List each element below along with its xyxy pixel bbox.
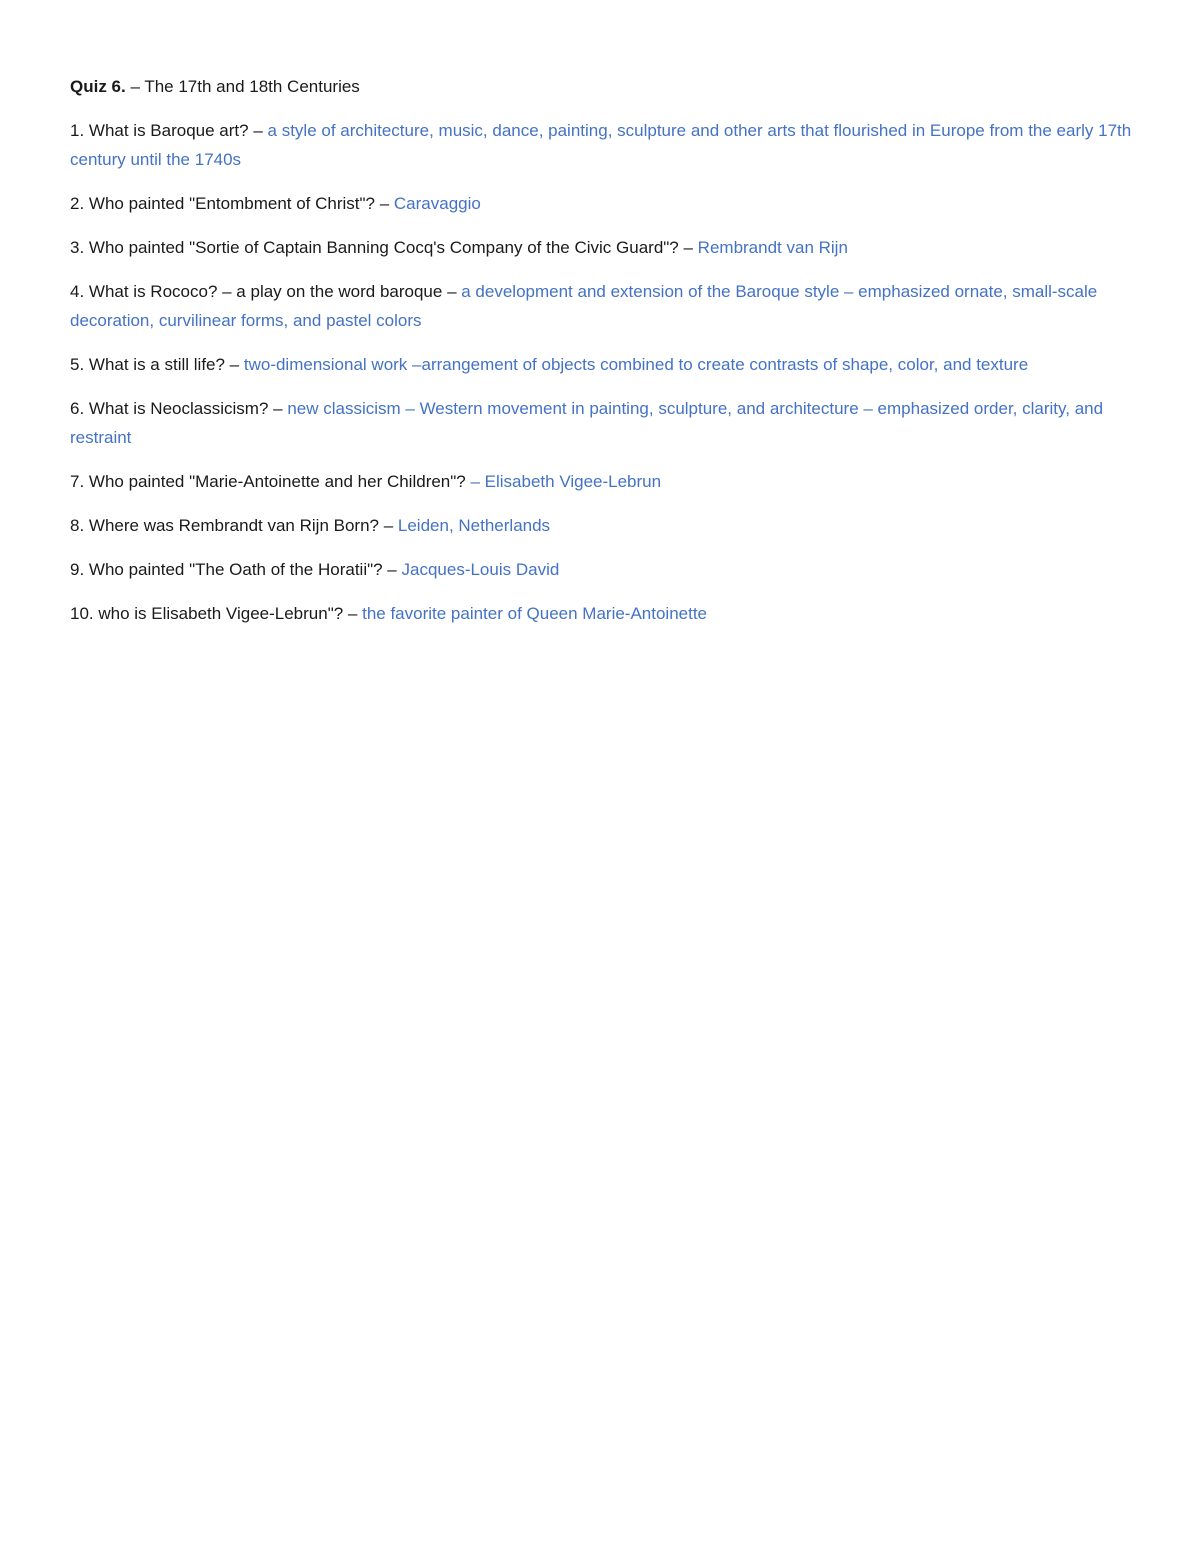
- quiz-item-8: [70, 511, 1132, 540]
- item-question: Who painted "The Oath of the Horatii"? –: [84, 560, 402, 579]
- quiz-title: [70, 72, 1132, 101]
- item-question: Who painted "Entombment of Christ"? –: [84, 194, 394, 213]
- item-number: 7.: [70, 472, 85, 491]
- item-number: 9.: [70, 560, 85, 579]
- item-question: What is Baroque art? –: [84, 121, 268, 140]
- quiz-title-text: – The 17th and 18th Centuries: [125, 77, 360, 96]
- item-question: who is Elisabeth Vigee-Lebrun"? –: [93, 604, 363, 623]
- item-answer: new classicism – Western movement in painting, sculpture, and architecture – emphasized order, clarity, and restraint: [70, 399, 1104, 447]
- quiz-title-number: Quiz 6.: [70, 77, 126, 96]
- item-answer: – Elisabeth Vigee-Lebrun: [470, 472, 662, 491]
- item-answer: Caravaggio: [393, 194, 481, 213]
- item-answer: two-dimensional work –arrangement of objects combined to create contrasts of shape, color, and texture: [243, 355, 1029, 374]
- item-question: Where was Rembrandt van Rijn Born? –: [84, 516, 398, 535]
- item-question: Who painted "Marie-Antoinette and her Children"?: [84, 472, 471, 491]
- quiz-item-2: [70, 189, 1132, 218]
- item-number: 3.: [70, 238, 85, 257]
- document-page: [70, 72, 1132, 643]
- item-number: 1.: [70, 121, 85, 140]
- quiz-item-4: [70, 277, 1132, 335]
- quiz-item-1: [70, 116, 1132, 174]
- item-answer: a development and extension of the Baroque style – emphasized ornate, small-scale decoration, curvilinear forms, and pastel colors: [70, 282, 1098, 330]
- item-answer: Leiden, Netherlands: [397, 516, 551, 535]
- quiz-item-7: [70, 467, 1132, 496]
- item-number: 4.: [70, 282, 85, 301]
- item-answer: Rembrandt van Rijn: [697, 238, 848, 257]
- quiz-item-9: [70, 555, 1132, 584]
- item-number: 5.: [70, 355, 85, 374]
- item-number: 2.: [70, 194, 85, 213]
- item-question: Who painted "Sortie of Captain Banning Cocq's Company of the Civic Guard"? –: [84, 238, 698, 257]
- item-number: 10.: [70, 604, 94, 623]
- item-question: What is Neoclassicism? –: [84, 399, 288, 418]
- quiz-item-10: [70, 599, 1132, 628]
- quiz-item-6: [70, 394, 1132, 452]
- item-answer: the favorite painter of Queen Marie-Antoinette: [362, 604, 708, 623]
- quiz-item-5: [70, 350, 1132, 379]
- item-question: What is a still life? –: [84, 355, 244, 374]
- item-answer: a style of architecture, music, dance, painting, sculpture and other arts that flourished in Europe from the early 17th century until the 1740s: [70, 121, 1132, 169]
- item-number: 6.: [70, 399, 85, 418]
- item-question: What is Rococo? – a play on the word baroque –: [84, 282, 462, 301]
- item-answer: Jacques-Louis David: [401, 560, 560, 579]
- item-number: 8.: [70, 516, 85, 535]
- quiz-item-3: [70, 233, 1132, 262]
